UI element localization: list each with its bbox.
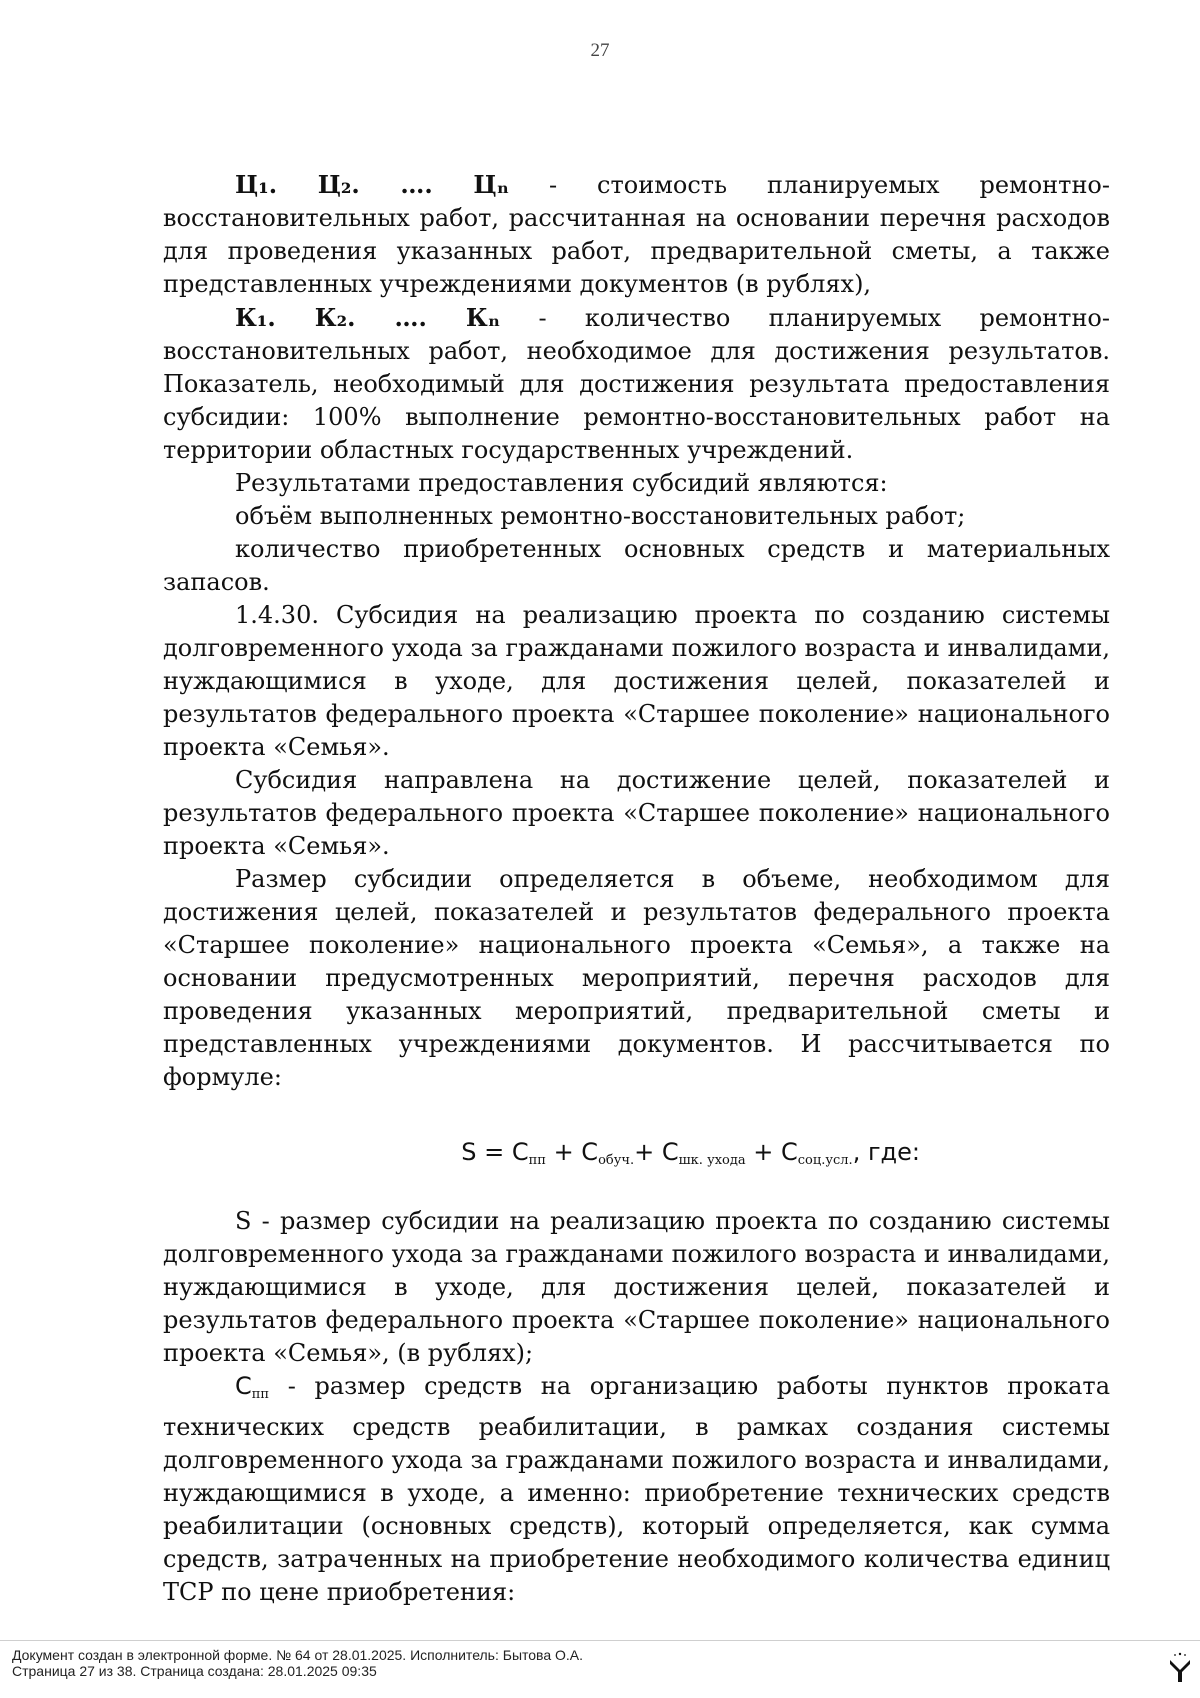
quantity-definition-text: - количество планируемых ремонтно-восстановительных работ, необходимое для достижения результатов. Показатель, необходимый для достижения результата предоставления субсидии: 100% выполнение ремонтно-восстановительных работ на территории областных государственных учреждений. (163, 304, 1110, 464)
document-footer (12, 1647, 1152, 1679)
formula-sub-obuch: обуч. (598, 1153, 635, 1168)
paragraph-subsidy-size: Размер субсидии определяется в объеме, необходимом для достижения целей, показателей и результатов федерального проекта «Старшее поколение» национального проекта «Семья», а также на основании предусмотренных мероприятий, перечня расходов для проведения указанных мероприятий, предварительной сметы и представленных учреждениями документов. И рассчитывается по формуле: (163, 865, 1110, 1091)
paragraph-quantity-definition (163, 301, 1110, 467)
paragraph-result-1: объём выполненных ремонтно-восстановительных работ; (235, 502, 966, 530)
paragraph-results-intro: Результатами предоставления субсидий являются: (235, 469, 888, 497)
cpp-definition-text: - размер средств на организацию работы пунктов проката технических средств реабилитации, в рамках создания системы долговременного ухода за гражданами пожилого возраста и инвалидами, нуждающимися в уходе, а именно: приобретение технических средств реабилитации (основных средств), который определяется, как сумма средств, затраченных на приобретение необходимого количества единиц ТСР по цене приобретения: (163, 1372, 1110, 1606)
document-body (163, 168, 1110, 1609)
footer-line-1: Документ создан в электронной форме. № 64 от 28.01.2025. Исполнитель: Бытова О.А. (12, 1647, 584, 1663)
cost-definition-text: - стоимость планируемых ремонтно-восстановительных работ, рассчитанная на основании перечня расходов для проведения указанных работ, предварительной сметы, а также представленных учреждениями документов (в рублях), (163, 171, 1110, 298)
cost-symbols: Ц₁. Ц₂. …. Цₙ (235, 170, 510, 199)
paragraph-section-1-4-30: 1.4.30. Субсидия на реализацию проекта по созданию системы долговременного ухода за гражданами пожилого возраста и инвалидами, нуждающимися в уходе, для достижения целей, показателей и результатов федерального проекта «Старшее поколение» национального проекта «Семья». (163, 601, 1110, 761)
paragraph-cost-definition (163, 168, 1110, 301)
formula-lhs: S = С (461, 1138, 529, 1166)
document-stamp-icon (1168, 1650, 1192, 1684)
page-number: 27 (590, 40, 610, 61)
subsidy-formula (163, 1136, 1110, 1177)
formula-tail: , где: (852, 1138, 920, 1166)
formula-sub-pp: пп (528, 1153, 546, 1168)
paragraph-result-2: количество приобретенных основных средств и материальных запасов. (163, 535, 1110, 596)
formula-term-3: + С (634, 1138, 679, 1166)
formula-term-4: + С (745, 1138, 798, 1166)
formula-sub-shk-ukhoda: шк. ухода (678, 1153, 746, 1168)
formula-sub-soc-usl: соц.усл. (797, 1153, 853, 1168)
paragraph-s-definition: S - размер субсидии на реализацию проекта по созданию системы долговременного ухода за гражданами пожилого возраста и инвалидами, нуждающимися в уходе, для достижения целей, показателей и результатов федерального проекта «Старшее поколение» национального проекта «Семья», (в рублях); (163, 1207, 1110, 1367)
footer-line-2: Страница 27 из 38. Страница создана: 28.01.2025 09:35 (12, 1663, 377, 1679)
paragraph-cpp-definition (163, 1370, 1110, 1609)
quantity-symbols: К₁. К₂. …. Кₙ (235, 303, 501, 332)
footer-divider (0, 1640, 1200, 1641)
formula-term-2: + С (545, 1138, 599, 1166)
cpp-symbol: $С_{пп}$ (235, 1372, 270, 1402)
paragraph-subsidy-purpose: Субсидия направлена на достижение целей, показателей и результатов федерального проекта «Старшее поколение» национального проекта «Семья». (163, 766, 1110, 860)
